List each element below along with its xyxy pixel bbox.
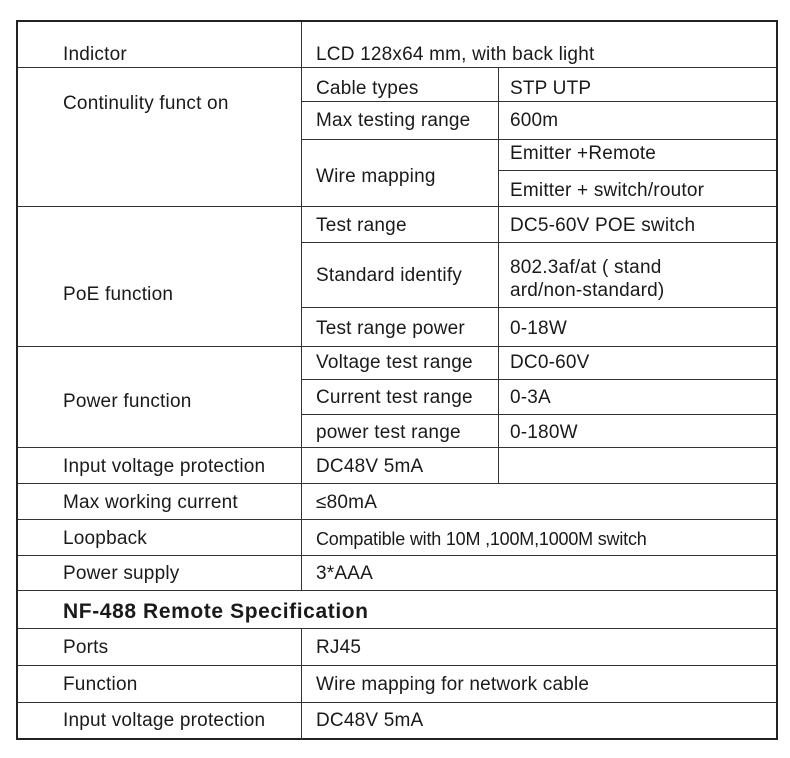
remote-input-voltage-protection-label: Input voltage protection — [63, 710, 266, 731]
power-supply-label: Power supply — [63, 563, 180, 584]
remote-section-title: NF-488 Remote Specification — [63, 600, 369, 623]
row-divider — [18, 67, 776, 68]
subrow-divider — [301, 101, 776, 102]
loopback-value: Compatible with 10M ,100M,1000M switch — [316, 529, 647, 549]
remote-input-voltage-protection-value: DC48V 5mA — [316, 710, 424, 731]
wire-mapping-value-1: Emitter +Remote — [510, 143, 657, 164]
poe-label: PoE function — [63, 284, 174, 305]
cable-types-label: Cable types — [316, 78, 419, 99]
power-test-range-value: 0-180W — [510, 422, 578, 443]
function-value: Wire mapping for network cable — [316, 674, 590, 695]
column-divider — [301, 628, 302, 740]
subrow-divider — [301, 379, 776, 380]
row-divider — [18, 447, 776, 448]
max-testing-range-label: Max testing range — [316, 110, 471, 131]
subrow-divider — [498, 170, 776, 171]
voltage-test-range-value: DC0-60V — [510, 352, 590, 373]
column-divider — [498, 67, 499, 483]
poe-test-range-value: DC5-60V POE switch — [510, 215, 696, 236]
function-label: Function — [63, 674, 138, 695]
max-testing-range-value: 600m — [510, 110, 559, 131]
row-divider — [18, 628, 776, 629]
column-divider — [301, 22, 302, 590]
loopback-label: Loopback — [63, 528, 148, 549]
wire-mapping-value-2: Emitter + switch/routor — [510, 180, 705, 201]
input-voltage-protection-label: Input voltage protection — [63, 456, 266, 477]
indicator-value: LCD 128x64 mm, with back light — [316, 44, 595, 65]
standard-identify-value: 802.3af/at ( stand ard/non-standard) — [510, 257, 665, 301]
wire-mapping-label: Wire mapping — [316, 166, 436, 187]
row-divider — [18, 590, 776, 591]
row-divider — [18, 483, 776, 484]
subrow-divider — [301, 307, 776, 308]
test-range-power-label: Test range power — [316, 318, 465, 339]
row-divider — [18, 519, 776, 520]
subrow-divider — [301, 242, 776, 243]
spec-table — [16, 20, 778, 740]
row-divider — [18, 702, 776, 703]
ports-value: RJ45 — [316, 637, 362, 658]
row-divider — [18, 206, 776, 207]
current-test-range-value: 0-3A — [510, 387, 551, 408]
cable-types-value: STP UTP — [510, 78, 592, 99]
input-voltage-protection-value: DC48V 5mA — [316, 456, 424, 477]
current-test-range-label: Current test range — [316, 387, 473, 408]
max-working-current-value: ≤80mA — [316, 492, 378, 513]
max-working-current-label: Max working current — [63, 492, 238, 513]
standard-identify-label: Standard identify — [316, 265, 462, 286]
ports-label: Ports — [63, 637, 109, 658]
subrow-divider — [301, 139, 776, 140]
poe-test-range-label: Test range — [316, 215, 407, 236]
power-function-label: Power function — [63, 391, 192, 412]
subrow-divider — [301, 414, 776, 415]
row-divider — [18, 346, 776, 347]
voltage-test-range-label: Voltage test range — [316, 352, 473, 373]
row-divider — [18, 555, 776, 556]
row-divider — [18, 665, 776, 666]
test-range-power-value: 0-18W — [510, 318, 567, 339]
power-supply-value: 3*AAA — [316, 563, 373, 584]
power-test-range-label: power test range — [316, 422, 461, 443]
continuity-label: Continulity funct on — [63, 93, 229, 114]
indicator-label: Indictor — [63, 44, 127, 65]
